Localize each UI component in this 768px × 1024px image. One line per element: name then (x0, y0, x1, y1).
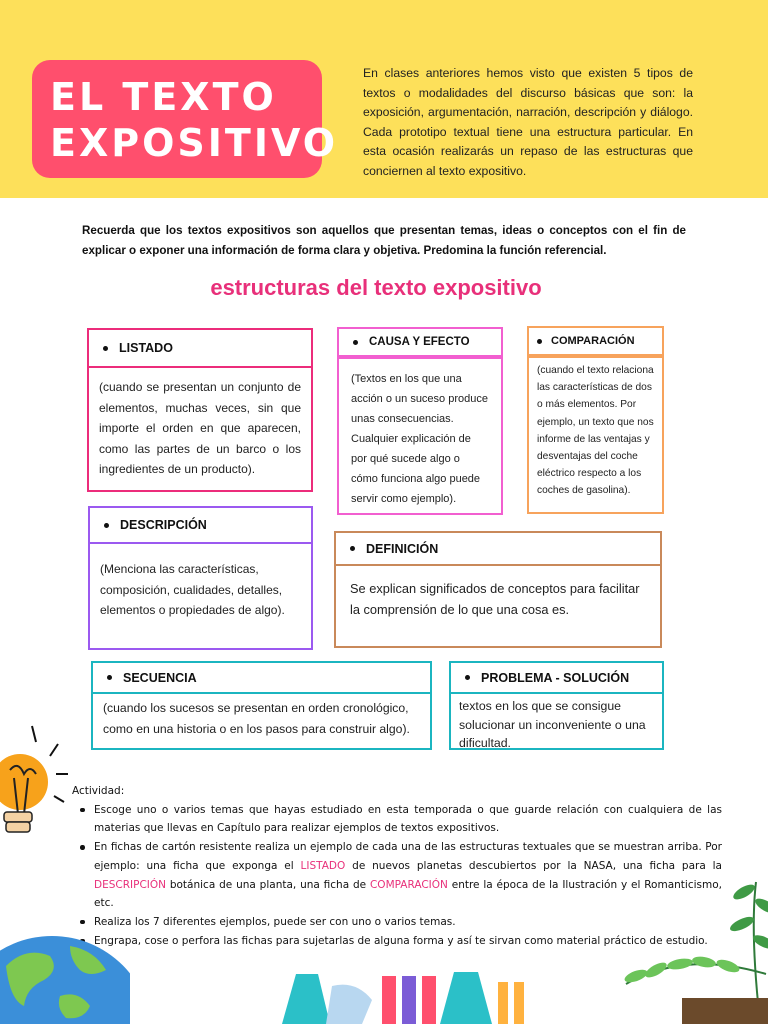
descripcion-card-header (88, 506, 313, 544)
intro-paragraph: En clases anteriores hemos visto que existen 5 tipos de textos o modalidades del discurso básicas que son: la exposición, argumentación, narración, descripción y diálogo. Cada prototipo textual tiene una estructura particular. En esta ocasión realizarás un repaso de las estructuras que conciernen al texto expositivo. (363, 66, 693, 178)
comparacion-title: COMPARACIÓN (551, 335, 635, 347)
activity-item: Realiza los 7 diferentes ejemplos, puede ser con uno o varios temas. (94, 913, 722, 932)
title-badge (32, 60, 339, 178)
bullet-icon (104, 523, 109, 528)
activity-text: de nuevos planetas descubiertos por la NASA, una ficha para la (345, 859, 722, 872)
definicion-card-body: Se explican significados de conceptos para facilitar la comprensión de lo que una cosa es. (334, 564, 662, 648)
activity-item: Escoge uno o varios temas que hayas estudiado en esta temporada o que guarde relación con cualquiera de las materias que llevas en Capítulo para realizar ejemplos de textos expositivos. (94, 801, 722, 838)
activity-text: entre la época de la Ilustración y el Romanticismo, etc. (94, 878, 722, 910)
descripcion-title: DESCRIPCIÓN (120, 518, 207, 532)
listado-card-header (87, 328, 313, 368)
secuencia-card-body: (cuando los sucesos se presentan en orden cronológico, como en una historia o en los pasos para construir algo). (91, 692, 432, 750)
plant-leaves-icon (606, 872, 768, 1024)
lightbulb-icon (0, 722, 70, 842)
header-banner (0, 0, 768, 198)
highlight-comparacion: COMPARACIÓN (369, 878, 448, 891)
secuencia-card-header (91, 661, 432, 694)
highlight-listado: LISTADO (300, 859, 346, 872)
bullet-icon (103, 346, 108, 351)
page-title-line1: EL TEXTO (50, 75, 277, 119)
bullet-icon (465, 675, 470, 680)
problema-card-body: textos en los que se consigue solucionar un inconveniente o una dificultad. (449, 692, 664, 750)
section-title: estructuras del texto expositivo (210, 275, 542, 300)
bullet-icon (537, 339, 542, 344)
comparacion-card-body: (cuando el texto relaciona las características de dos o más elementos. Por ejemplo, un texto que nos informe de las ventajas y desventajas del coche eléctrico respecto a los coches de gasolina). (527, 356, 664, 514)
bullet-icon (107, 675, 112, 680)
problema-card-header (449, 661, 664, 694)
definicion-card-header (334, 531, 662, 566)
activity-text: botánica de una planta, una ficha de (166, 878, 370, 891)
secuencia-title: SECUENCIA (123, 670, 197, 685)
listado-title: LISTADO (119, 341, 173, 355)
highlight-descripcion: DESCRIPCIÓN (94, 878, 166, 891)
lab-flask-icon (282, 968, 542, 1024)
page-title-line2: EXPOSITIVO (50, 121, 339, 165)
causa-title: CAUSA Y EFECTO (369, 336, 470, 348)
listado-card-body: (cuando se presentan un conjunto de elementos, muchas veces, sin que importe el orden en que aparecen, como las partes de un barco o los ingredientes de un producto). (87, 366, 313, 492)
bullet-icon (350, 546, 355, 551)
activity-title: Actividad: (72, 785, 125, 797)
definicion-title: DEFINICIÓN (366, 541, 439, 556)
descripcion-card-body: (Menciona las características, composición, cualidades, detalles, elementos o propiedades de algo). (88, 542, 313, 650)
activity-item: Engrapa, cose o perfora las fichas para sujetarlas de alguna forma y así te sirvan como material práctico de estudio. (94, 932, 722, 951)
causa-card-header (337, 327, 503, 357)
activity-text: En fichas de cartón resistente realiza un ejemplo de cada una de las estructuras textuales que se muestran arriba. Por ejemplo: una ficha que exponga el (94, 841, 722, 872)
causa-card-body: (Textos en los que una acción o un suceso produce unas consecuencias. Cualquier explicación de por qué sucede algo o cómo funciona algo puede servir como ejemplo). (337, 357, 503, 515)
problema-title: PROBLEMA - SOLUCIÓN (481, 670, 630, 685)
reminder-paragraph: Recuerda que los textos expositivos son aquellos que presentan temas, ideas o conceptos con el fin de explicar o exponer una información de forma clara y objetiva. Predomina la función referencial. (82, 224, 686, 257)
comparacion-card-header (527, 326, 664, 356)
globe-icon (0, 926, 130, 1024)
bullet-icon (353, 340, 358, 345)
